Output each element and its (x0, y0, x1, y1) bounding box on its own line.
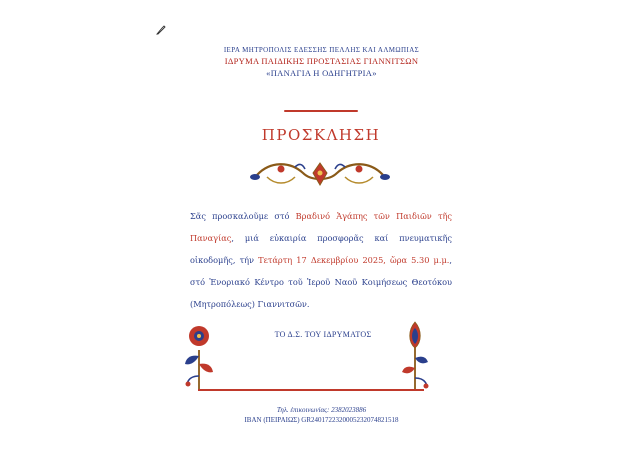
metropolis-heading: ΙΕΡΑ ΜΗΤΡΟΠΟΛΙΣ ΕΔΕΣΣΗΣ ΠΕΛΛΗΣ ΚΑΙ ΑΛΜΩΠΙΑΣ (223, 46, 420, 54)
bank-iban: IBAN (ΠΕΙΡΑΙΩΣ) GR2401722320005232074821518 (244, 416, 399, 424)
contact-phone: Τηλ. ἐπικοινωνίας: 2382023886 (276, 406, 367, 414)
event-name: Βραδινό Ἀγάπης τῶν Παιδιῶν τῆς Παναγίας (190, 211, 452, 243)
body-middle: , μιά εὐκαιρία προσφορᾶς καί πνευματικῆς οἰκοδομῆς, τήν (190, 233, 452, 265)
foundation-name: «ΠΑΝΑΓΙΑ Η ΟΔΗΓΗΤΡΙΑ» (266, 68, 377, 78)
body-intro: Σᾶς προσκαλοῦμε στό (190, 211, 296, 221)
bottom-decorative-rule (198, 389, 424, 391)
pen-mark-icon (156, 25, 166, 35)
title-top-rule (284, 110, 358, 112)
invitation-text (190, 205, 452, 315)
right-flower-ornament-icon (400, 320, 430, 392)
body-location: , στό Ἐνοριακό Κέντρο τοῦ Ἱεροῦ Ναοῦ Κοιμήσεως Θεοτόκου (Μητροπόλεως) Γιαννιτσῶν. (190, 255, 453, 309)
foundation-heading: ΙΔΡΥΜΑ ΠΑΙΔΙΚΗΣ ΠΡΟΣΤΑΣΙΑΣ ΓΙΑΝΝΙΤΣΩΝ (224, 56, 419, 66)
event-date: Τετάρτη 17 Δεκεμβρίου 2025, ὥρα 5.30 μ.μ. (258, 255, 450, 265)
signature-board: ΤΟ Δ.Σ. ΤΟΥ ΙΔΡΥΜΑΤΟΣ (274, 330, 372, 339)
left-flower-ornament-icon (183, 320, 215, 392)
page-title: ΠΡΟΣΚΛΗΣΗ (261, 126, 381, 144)
decorative-ornament-icon (245, 155, 395, 189)
